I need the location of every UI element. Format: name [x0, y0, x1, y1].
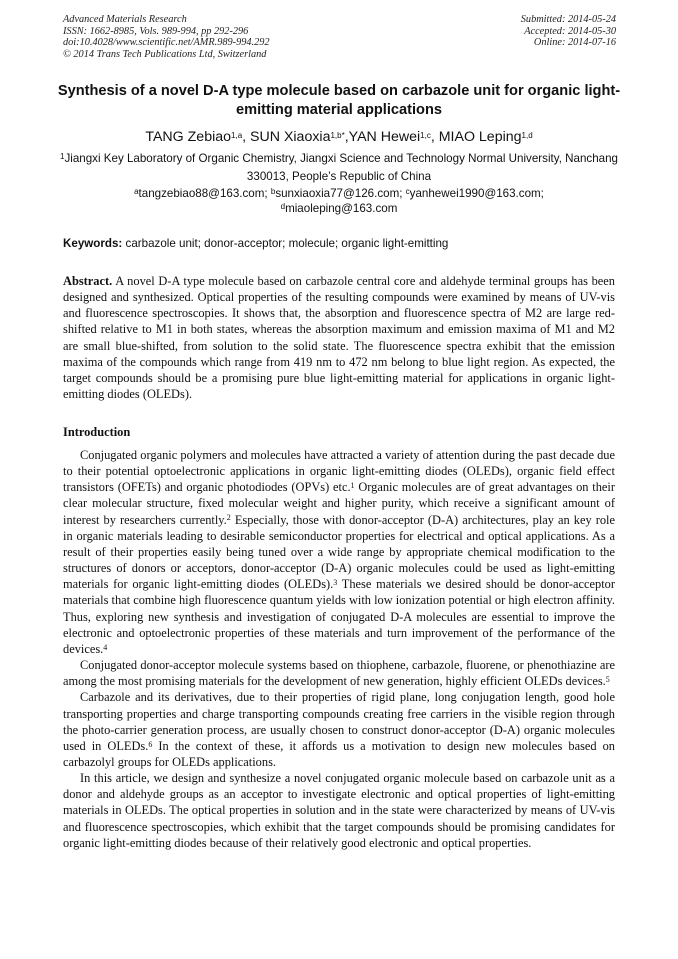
journal-info [63, 14, 270, 60]
citation-mark: 5 [605, 675, 610, 684]
introduction-body [63, 447, 615, 851]
abstract [63, 273, 615, 402]
affiliation [40, 150, 638, 186]
email-list [40, 186, 638, 216]
journal-name: Advanced Materials Research [63, 14, 187, 25]
paragraph-text: Organic molecules are of great advantages on their clear molecular structure, fixed molecular weight and higher purity, which receive a significant amount of interest by researchers currently. [63, 480, 615, 527]
abstract-text: A novel D-A type molecule based on carbazole central core and aldehyde terminal groups has been designed and synthesized. Optical properties of the resulting compounds were examined by means of UV-vis and fluorescence spectroscopies. It shows that, the absorption and fluorescence spectra of M2 are large red-shifted relative to M1 in both states, whereas the absorption maximum and emission maxima of M1 and M2 are small blue-shifted, from solution to the solid state. The fluorescence spectra exhibit that the emission maxima of the compounds which range from 419 nm to 472 nm belong to blue light region. As expected, the target compounds should be a promising pure blue light-emitting material for applications in organic light-emitting diodes (OLEDs). [63, 274, 615, 402]
keywords-text: carbazole unit; donor-acceptor; molecule; organic light-emitting [125, 237, 449, 250]
affiliation-mark: 1 [60, 151, 65, 161]
author-name: TANG Zebiao [145, 129, 232, 145]
accepted-date: Accepted: 2014-05-30 [524, 25, 616, 37]
email-address: miaoleping@163.com [285, 202, 398, 215]
email-mark: d [280, 201, 286, 211]
author-affiliation-mark: 1,a [231, 130, 243, 140]
author-name: MIAO Leping [438, 129, 522, 145]
intro-paragraph [63, 657, 615, 689]
email-address: yanhewei1990@163.com; [409, 187, 544, 200]
keywords [63, 236, 623, 251]
email-mark: c [405, 186, 410, 196]
abstract-label: Abstract. [63, 274, 113, 288]
paper-title: Synthesis of a novel D-A type molecule based on carbazole unit for organic light-emitting material applications [57, 83, 621, 118]
journal-issn: ISSN: 1662-8985, Vols. 989-994, pp 292-296 [63, 25, 249, 37]
email-mark: b [270, 186, 276, 196]
citation-mark: 3 [333, 578, 338, 588]
author-list [40, 128, 638, 146]
paragraph-text: In the context of these, it affords us a motivation to design new molecules based on carbazolyl groups for OLEDs applications. [63, 738, 616, 769]
paragraph-text: Conjugated donor-acceptor molecule systems based on thiophene, carbazole, fluorene, or phenothiazine are among the most promising materials for the development of new generation, highly efficient OLEDs devices. [63, 658, 615, 689]
email-address: tangzebiao88@163.com; [138, 187, 271, 200]
paragraph-text: Carbazole and its derivatives, due to their properties of rigid plane, long conjugation length, good hole transporting properties and charge transporting compounds creating free carriers in the visible region through the photo-carrier generation process, are usually chosen to construct donor-acceptor (D-A) organic molecules used in OLEDs. [63, 690, 615, 753]
email-address: sunxiaoxia77@126.com; [275, 187, 406, 200]
online-date: Online: 2014-07-16 [533, 37, 616, 49]
author-separator: , [344, 129, 349, 145]
author-affiliation-mark: 1,c [420, 130, 431, 140]
author-name: YAN Hewei [348, 129, 421, 145]
journal-doi: doi:10.4028/www.scientific.net/AMR.989-994.292 [63, 37, 270, 49]
author-separator: , [430, 129, 439, 145]
author-affiliation-mark: 1,b* [330, 130, 345, 140]
author-separator: , [242, 129, 251, 145]
paragraph-text: In this article, we design and synthesize a novel conjugated organic molecule based on carbazole unit as a donor and aldehyde groups as an acceptor to investigate electronic and optical properties of light-emitting materials in OLEDs. The optical properties in solution and in the state were characterized by means of UV-vis and fluorescence spectroscopies, which exhibit that the target compounds should be promising candidates for organic light-emitting diodes because of their relatively good electronic and optical properties. [63, 771, 615, 850]
author-name: SUN Xiaoxia [250, 129, 331, 145]
citation-mark: 4 [103, 642, 108, 652]
citation-mark: 1 [350, 481, 355, 491]
paragraph-text: Conjugated organic polymers and molecules have attracted a variety of attention during the past decade due to their potential optoelectronic applications in organic light-emitting diodes (OLEDs), organic field effect transistors (OFETs) and organic photodiodes (OPVs) etc. [63, 448, 615, 495]
submitted-date: Submitted: 2014-05-24 [520, 14, 616, 25]
affiliation-text: Jiangxi Key Laboratory of Organic Chemistry, Jiangxi Science and Technology Normal University, Nanchang 330013, People’s Republic of China [64, 152, 618, 183]
intro-paragraph [63, 689, 615, 770]
submission-dates [521, 14, 616, 49]
paragraph-text: Especially, those with donor-acceptor (D-A) architectures, play an key role in organic materials leading to desirable semiconductor properties for electrical and optical applications. As a result of their properties easily being tuned over a wide range by appropriate chemical modification to the structures of donors or acceptors, donor-acceptor (D-A) organic molecules could be used as light-emitting materials for organic light-emitting diodes (OLEDs). [63, 512, 615, 592]
intro-paragraph [63, 447, 615, 657]
intro-paragraph [63, 770, 615, 851]
section-heading-introduction: Introduction [63, 425, 131, 439]
journal-copyright: © 2014 Trans Tech Publications Ltd, Switzerland [63, 48, 267, 60]
paragraph-text: These materials we desired should be donor-acceptor materials that combine high fluorescence quantum yields with low ionization potential or high electron affinity. Thus, exploring new synthesis and investigation of conjugated D-A molecules are essential to improve the electronic and optoelectronic properties of these materials and turn improvement of the performance of the devices. [63, 577, 615, 656]
citation-mark: 6 [148, 739, 153, 749]
citation-mark: 2 [226, 513, 231, 523]
email-mark: a [134, 186, 139, 196]
keywords-label: Keywords: [63, 237, 123, 250]
author-affiliation-mark: 1,d [521, 130, 533, 140]
